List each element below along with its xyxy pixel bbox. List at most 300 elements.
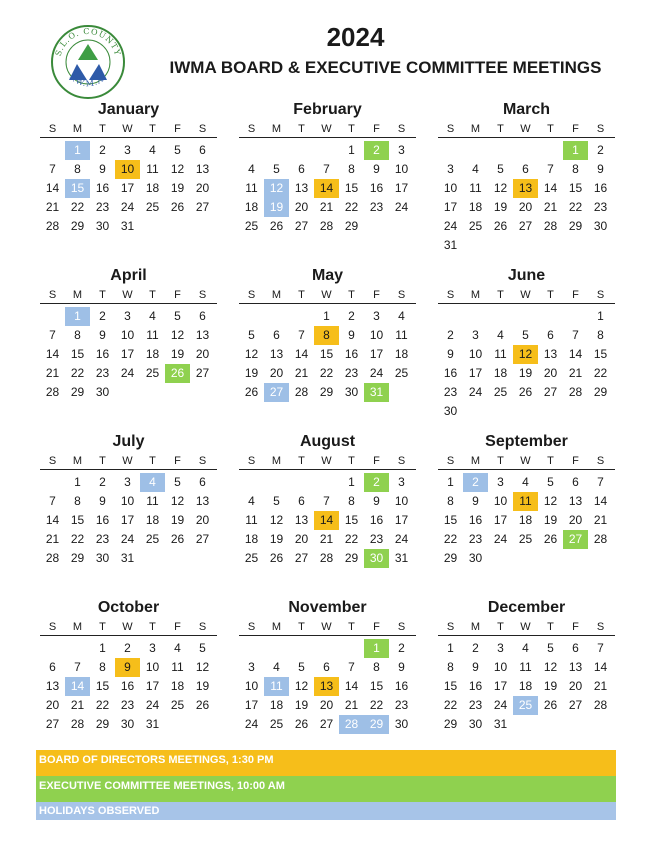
day-cell: 21 (568, 366, 583, 380)
weekday-label: T (348, 454, 355, 467)
day-empty (538, 307, 563, 326)
day-cell: 1 (447, 475, 454, 489)
weekday-label: S (247, 122, 256, 135)
day-cell: 5 (522, 328, 529, 342)
weekday-label: T (298, 122, 305, 135)
weekday-label: M (271, 620, 282, 633)
weekday-label: F (572, 454, 579, 467)
day-cell: 11 (469, 181, 482, 195)
day-cell: 14 (593, 494, 608, 508)
month-name: September (485, 433, 568, 450)
day-cell: 22 (319, 366, 334, 380)
day-grid (239, 307, 416, 402)
day-cell: 3 (149, 641, 156, 655)
day-empty (289, 473, 314, 492)
day-cell: 6 (199, 309, 206, 323)
month-name: April (110, 267, 147, 284)
day-cell: 3 (447, 162, 454, 176)
day-holiday: 27 (264, 383, 289, 402)
day-cell: 3 (124, 309, 131, 323)
weekday-header (40, 618, 217, 636)
day-cell: 17 (120, 347, 135, 361)
day-cell: 15 (319, 347, 334, 361)
day-cell: 9 (99, 328, 106, 342)
day-cell: 1 (597, 309, 604, 323)
day-empty (239, 639, 264, 658)
weekday-label: T (348, 620, 355, 633)
weekday-label: T (348, 288, 355, 301)
day-cell: 16 (394, 679, 409, 693)
weekday-label: F (572, 620, 579, 633)
day-cell: 5 (174, 143, 181, 157)
day-cell: 29 (70, 385, 85, 399)
weekday-label: S (247, 454, 256, 467)
day-grid (40, 639, 217, 734)
day-cell: 26 (493, 219, 508, 233)
day-cell: 30 (468, 551, 483, 565)
day-cell: 7 (597, 641, 604, 655)
weekday-label: S (198, 288, 207, 301)
day-cell: 3 (124, 143, 131, 157)
day-cell: 24 (120, 200, 135, 214)
day-cell: 4 (522, 475, 529, 489)
day-cell: 11 (171, 660, 184, 674)
day-cell: 25 (468, 219, 483, 233)
month-december (438, 598, 615, 734)
day-executive-meeting: 1 (563, 141, 588, 160)
day-cell: 18 (468, 200, 483, 214)
day-cell: 30 (344, 385, 359, 399)
day-cell: 12 (244, 347, 259, 361)
month-name: October (97, 599, 160, 616)
day-cell: 13 (45, 679, 60, 693)
weekday-label: S (247, 288, 256, 301)
day-empty (463, 307, 488, 326)
day-cell: 24 (145, 698, 160, 712)
weekday-label: T (348, 122, 355, 135)
day-grid (239, 639, 416, 734)
page-title: IWMA BOARD & EXECUTIVE COMMITTEE MEETINGS (169, 58, 602, 77)
day-board-meeting: 14 (314, 511, 339, 530)
day-cell: 19 (170, 513, 185, 527)
weekday-header (239, 120, 416, 138)
day-board-meeting: 13 (314, 677, 339, 696)
day-cell: 14 (294, 347, 309, 361)
day-cell: 5 (298, 660, 305, 674)
day-cell: 25 (170, 698, 185, 712)
day-cell: 12 (195, 660, 210, 674)
day-cell: 20 (319, 698, 334, 712)
month-february (239, 100, 416, 236)
day-grid (438, 639, 615, 734)
day-holiday: 1 (65, 307, 90, 326)
day-empty (438, 141, 463, 160)
day-empty (563, 307, 588, 326)
weekday-label: T (547, 122, 554, 135)
day-cell: 20 (294, 200, 309, 214)
day-cell: 22 (593, 366, 608, 380)
day-cell: 13 (195, 494, 210, 508)
weekday-label: M (72, 620, 83, 633)
day-cell: 21 (45, 366, 60, 380)
day-empty (264, 473, 289, 492)
day-cell: 23 (95, 200, 110, 214)
weekday-label: W (321, 620, 332, 633)
weekday-label: T (497, 122, 504, 135)
day-cell: 9 (398, 660, 405, 674)
day-holiday: 4 (140, 473, 165, 492)
day-cell: 1 (99, 641, 106, 655)
day-cell: 26 (518, 385, 533, 399)
weekday-label: S (446, 454, 455, 467)
day-cell: 26 (170, 532, 185, 546)
weekday-label: M (72, 288, 83, 301)
day-cell: 4 (248, 162, 255, 176)
day-grid (239, 141, 416, 236)
day-cell: 20 (568, 679, 583, 693)
day-cell: 15 (70, 513, 85, 527)
day-cell: 13 (568, 494, 583, 508)
day-cell: 6 (199, 475, 206, 489)
day-cell: 5 (547, 475, 554, 489)
legend-holidays: HOLIDAYS OBSERVED (36, 802, 616, 820)
day-cell: 25 (493, 385, 508, 399)
month-april (40, 266, 217, 402)
day-grid (438, 473, 615, 568)
day-cell: 11 (519, 660, 532, 674)
day-holiday: 12 (264, 179, 289, 198)
weekday-label: T (99, 620, 106, 633)
weekday-label: T (547, 454, 554, 467)
day-cell: 16 (95, 181, 110, 195)
day-empty (40, 639, 65, 658)
weekday-label: S (446, 620, 455, 633)
day-executive-meeting: 2 (364, 473, 389, 492)
day-empty (488, 141, 513, 160)
day-cell: 28 (294, 385, 309, 399)
day-cell: 23 (344, 366, 359, 380)
day-cell: 21 (294, 366, 309, 380)
month-july (40, 432, 217, 568)
day-cell: 18 (244, 200, 259, 214)
day-cell: 31 (145, 717, 160, 731)
weekday-label: M (271, 122, 282, 135)
day-cell: 29 (70, 551, 85, 565)
day-cell: 5 (248, 328, 255, 342)
weekday-label: F (373, 122, 380, 135)
day-executive-meeting: 26 (165, 364, 190, 383)
day-cell: 19 (195, 679, 210, 693)
day-cell: 8 (348, 494, 355, 508)
day-cell: 28 (45, 551, 60, 565)
day-empty (289, 307, 314, 326)
weekday-label: F (174, 288, 181, 301)
weekday-label: T (547, 288, 554, 301)
day-cell: 15 (344, 181, 359, 195)
day-cell: 22 (443, 698, 458, 712)
weekday-label: F (174, 454, 181, 467)
weekday-label: F (174, 620, 181, 633)
day-cell: 13 (543, 347, 558, 361)
day-cell: 30 (95, 219, 110, 233)
weekday-label: S (48, 620, 57, 633)
day-cell: 12 (493, 181, 508, 195)
day-cell: 20 (195, 181, 210, 195)
month-march (438, 100, 615, 255)
day-cell: 8 (74, 328, 81, 342)
day-cell: 13 (294, 513, 309, 527)
day-cell: 10 (145, 660, 160, 674)
day-cell: 21 (593, 513, 608, 527)
day-cell: 4 (497, 328, 504, 342)
day-empty (289, 639, 314, 658)
day-cell: 2 (99, 309, 106, 323)
day-cell: 21 (344, 698, 359, 712)
calendar-year: 2024 (326, 22, 385, 52)
day-cell: 16 (369, 513, 384, 527)
day-cell: 14 (45, 513, 60, 527)
weekday-label: M (271, 454, 282, 467)
weekday-label: T (149, 288, 156, 301)
day-cell: 1 (323, 309, 330, 323)
day-cell: 16 (593, 181, 608, 195)
day-empty (40, 141, 65, 160)
day-cell: 23 (95, 366, 110, 380)
day-cell: 5 (174, 475, 181, 489)
day-cell: 27 (195, 532, 210, 546)
legend-executive-meetings: EXECUTIVE COMMITTEE MEETINGS, 10:00 AM (36, 776, 616, 802)
day-cell: 3 (373, 309, 380, 323)
day-cell: 18 (145, 181, 160, 195)
day-cell: 22 (70, 532, 85, 546)
day-cell: 9 (99, 494, 106, 508)
day-cell: 27 (195, 200, 210, 214)
day-board-meeting: 8 (314, 326, 339, 345)
weekday-header (438, 452, 615, 470)
day-cell: 21 (45, 532, 60, 546)
day-cell: 30 (95, 551, 110, 565)
day-empty (239, 473, 264, 492)
day-executive-meeting: 1 (364, 639, 389, 658)
day-cell: 2 (472, 641, 479, 655)
day-cell: 29 (344, 219, 359, 233)
weekday-label: S (397, 288, 406, 301)
day-cell: 24 (468, 385, 483, 399)
day-cell: 7 (49, 162, 56, 176)
day-cell: 17 (468, 366, 483, 380)
day-cell: 31 (394, 551, 409, 565)
day-cell: 27 (45, 717, 60, 731)
day-empty (264, 141, 289, 160)
day-grid (438, 307, 615, 421)
month-name: May (311, 267, 344, 284)
day-cell: 26 (269, 551, 284, 565)
day-cell: 15 (443, 679, 458, 693)
day-empty (463, 141, 488, 160)
day-board-meeting: 12 (513, 345, 538, 364)
day-cell: 25 (394, 366, 409, 380)
day-cell: 24 (394, 200, 409, 214)
weekday-label: T (497, 454, 504, 467)
day-cell: 13 (568, 660, 583, 674)
day-cell: 10 (493, 494, 508, 508)
day-cell: 29 (344, 551, 359, 565)
day-cell: 17 (120, 513, 135, 527)
weekday-header (40, 452, 217, 470)
day-cell: 17 (443, 200, 458, 214)
day-cell: 16 (95, 347, 110, 361)
weekday-label: S (596, 288, 605, 301)
day-cell: 11 (146, 162, 159, 176)
day-empty (314, 473, 339, 492)
weekday-label: T (497, 288, 504, 301)
day-cell: 10 (369, 328, 384, 342)
day-cell: 10 (244, 679, 259, 693)
day-cell: 19 (518, 366, 533, 380)
weekday-header (239, 452, 416, 470)
day-cell: 26 (269, 219, 284, 233)
weekday-label: M (470, 122, 481, 135)
day-cell: 9 (447, 347, 454, 361)
day-cell: 28 (45, 219, 60, 233)
weekday-label: W (520, 122, 531, 135)
day-cell: 4 (149, 309, 156, 323)
day-cell: 17 (394, 513, 409, 527)
day-cell: 21 (319, 532, 334, 546)
day-cell: 16 (120, 679, 135, 693)
weekday-label: S (596, 620, 605, 633)
day-cell: 24 (120, 366, 135, 380)
month-august (239, 432, 416, 568)
day-cell: 12 (170, 494, 185, 508)
day-cell: 8 (447, 660, 454, 674)
day-cell: 29 (443, 551, 458, 565)
day-executive-meeting: 31 (364, 383, 389, 402)
day-cell: 11 (245, 513, 258, 527)
weekday-label: S (198, 620, 207, 633)
day-cell: 5 (273, 494, 280, 508)
day-cell: 15 (443, 513, 458, 527)
month-name: January (97, 101, 160, 118)
day-cell: 29 (593, 385, 608, 399)
day-holiday: 1 (65, 141, 90, 160)
day-cell: 11 (494, 347, 507, 361)
weekday-label: F (373, 288, 380, 301)
month-name: August (299, 433, 356, 450)
weekday-label: S (596, 454, 605, 467)
day-cell: 29 (319, 385, 334, 399)
day-cell: 11 (395, 328, 408, 342)
month-name: July (112, 433, 145, 450)
day-cell: 16 (443, 366, 458, 380)
day-holiday: 11 (264, 677, 289, 696)
day-cell: 29 (443, 717, 458, 731)
day-cell: 28 (319, 219, 334, 233)
day-cell: 17 (244, 698, 259, 712)
day-cell: 12 (170, 328, 185, 342)
day-cell: 19 (543, 513, 558, 527)
day-cell: 25 (244, 551, 259, 565)
weekday-label: W (122, 454, 133, 467)
day-cell: 8 (447, 494, 454, 508)
day-cell: 25 (244, 219, 259, 233)
day-cell: 8 (74, 494, 81, 508)
weekday-label: T (298, 288, 305, 301)
weekday-label: M (72, 122, 83, 135)
day-cell: 14 (568, 347, 583, 361)
day-cell: 15 (95, 679, 110, 693)
day-executive-meeting: 2 (364, 141, 389, 160)
weekday-label: F (373, 454, 380, 467)
day-cell: 11 (146, 494, 159, 508)
day-cell: 2 (398, 641, 405, 655)
day-cell: 21 (593, 679, 608, 693)
weekday-label: M (470, 288, 481, 301)
day-cell: 10 (493, 660, 508, 674)
day-cell: 26 (543, 698, 558, 712)
day-cell: 22 (344, 532, 359, 546)
day-cell: 30 (593, 219, 608, 233)
day-cell: 30 (120, 717, 135, 731)
day-cell: 30 (394, 717, 409, 731)
day-cell: 10 (120, 494, 135, 508)
weekday-header (438, 120, 615, 138)
day-cell: 24 (369, 366, 384, 380)
day-cell: 1 (348, 143, 355, 157)
day-cell: 4 (248, 494, 255, 508)
day-cell: 9 (99, 162, 106, 176)
day-cell: 27 (543, 385, 558, 399)
day-cell: 6 (298, 162, 305, 176)
day-empty (239, 307, 264, 326)
day-cell: 5 (497, 162, 504, 176)
day-cell: 8 (99, 660, 106, 674)
weekday-label: T (298, 620, 305, 633)
day-cell: 22 (344, 200, 359, 214)
day-cell: 7 (298, 328, 305, 342)
day-cell: 7 (323, 494, 330, 508)
day-cell: 18 (244, 532, 259, 546)
weekday-label: W (520, 288, 531, 301)
day-cell: 26 (170, 200, 185, 214)
weekday-label: S (446, 288, 455, 301)
weekday-header (40, 286, 217, 304)
day-cell: 4 (398, 309, 405, 323)
day-cell: 23 (468, 698, 483, 712)
day-cell: 3 (248, 660, 255, 674)
weekday-label: T (497, 620, 504, 633)
day-cell: 1 (348, 475, 355, 489)
weekday-label: S (446, 122, 455, 135)
day-cell: 3 (398, 475, 405, 489)
weekday-label: M (470, 454, 481, 467)
month-name: February (293, 101, 362, 118)
day-cell: 17 (120, 181, 135, 195)
day-cell: 17 (493, 679, 508, 693)
day-cell: 13 (195, 162, 210, 176)
day-cell: 9 (373, 494, 380, 508)
day-cell: 9 (472, 660, 479, 674)
day-cell: 15 (593, 347, 608, 361)
day-cell: 6 (323, 660, 330, 674)
day-cell: 2 (124, 641, 131, 655)
weekday-header (40, 120, 217, 138)
day-cell: 28 (593, 698, 608, 712)
day-holiday: 29 (364, 715, 389, 734)
day-empty (40, 473, 65, 492)
weekday-label: W (321, 288, 332, 301)
day-cell: 15 (70, 347, 85, 361)
